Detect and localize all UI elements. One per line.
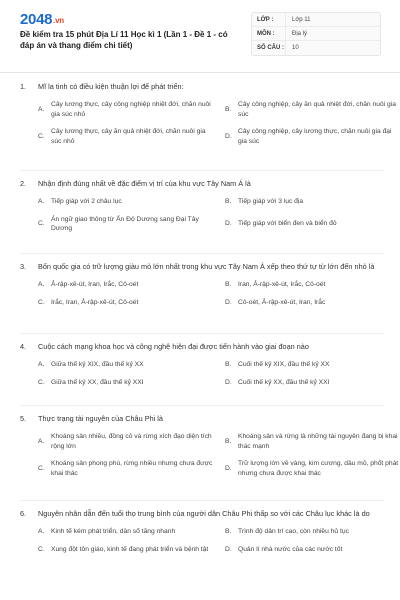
option-b[interactable] (225, 100, 400, 119)
question-stem (20, 82, 384, 92)
option-a[interactable] (38, 100, 213, 119)
option-letter: B. (225, 105, 232, 113)
question-6 (20, 509, 384, 554)
question-divider (20, 405, 384, 406)
info-value[interactable]: Địa lý (292, 30, 308, 37)
option-text: Tiếp giáp với biển đen và biển đỏ (238, 220, 337, 228)
option-a[interactable] (38, 280, 213, 290)
option-letter: C. (38, 464, 45, 472)
option-letter: A. (38, 281, 45, 288)
option-text: Cây công nghiệp, cây lương thực, chăn nuôi gia đại gia súc (238, 128, 392, 145)
option-b[interactable] (225, 432, 400, 451)
option-d[interactable] (225, 378, 400, 388)
option-letter: B. (225, 361, 232, 368)
site-logo[interactable] (20, 11, 64, 28)
info-value: 10 (292, 45, 299, 51)
option-a[interactable] (38, 197, 213, 207)
option-letter: C. (38, 220, 45, 228)
question-2 (20, 179, 384, 234)
option-text: Án ngữ giao thông từ Ấn Độ Dương sang Đại Tây Dương (51, 215, 199, 232)
question-divider (20, 170, 384, 171)
question-text: Cuộc cách mạng khoa học và công nghệ hiện đại được tiến hành vào giai đoạn nào (38, 342, 309, 351)
option-text: Giữa thế kỷ XIX, đầu thế kỷ XX (51, 361, 144, 368)
question-text: Nhận định đúng nhất về đặc điểm vị trí của khu vực Tây Nam Á là (38, 179, 251, 188)
info-row-count (252, 41, 380, 55)
question-number: 3. (20, 262, 27, 271)
option-letter: A. (38, 437, 45, 445)
question-stem (20, 342, 384, 352)
option-text: Khoáng sản phong phú, rừng nhiều nhưng chưa được khai thác (51, 460, 213, 477)
question-stem (20, 414, 384, 424)
info-label: SỐ CÂU : (252, 41, 286, 55)
option-d[interactable] (225, 545, 400, 555)
question-number: 5. (20, 414, 27, 423)
question-text: Mĩ la tinh có điều kiện thuận lợi để phát triển: (38, 82, 184, 91)
option-b[interactable] (225, 527, 400, 537)
option-d[interactable] (225, 215, 400, 234)
option-d[interactable] (225, 127, 400, 146)
option-b[interactable] (225, 280, 400, 290)
option-c[interactable] (38, 378, 213, 388)
answer-options (38, 527, 384, 554)
option-text: Cây lương thực, cây công nghiệp nhiệt đới, chăn nuôi gia súc nhỏ (51, 101, 211, 118)
info-value[interactable]: Lớp 11 (292, 16, 311, 23)
option-text: Iran, Ả-rập-xê-út, Irắc, Cô-oét (238, 281, 326, 288)
question-text: Bốn quốc gia có trữ lượng giàu mỏ lớn nhất trong khu vực Tây Nam Á xếp theo thứ tự từ lớn đến nhỏ là (38, 262, 375, 271)
logo-main: 2048 (20, 11, 53, 28)
option-letter: D. (225, 545, 232, 553)
option-letter: D. (225, 132, 232, 140)
question-4 (20, 342, 384, 387)
option-text: Xung đột tôn giáo, kinh tế đang phát triển và bệnh tật (51, 545, 209, 553)
question-stem (20, 179, 384, 189)
option-letter: D. (225, 298, 232, 306)
option-b[interactable] (225, 197, 400, 207)
option-text: Cuối thế kỷ XX, đầu thế kỷ XXI (238, 378, 330, 386)
option-text: Cô-oét, Ả-rập-xê-út, Iran, Irắc (238, 298, 326, 306)
option-letter: A. (38, 198, 45, 205)
option-d[interactable] (225, 298, 400, 308)
option-text: Giữa thế kỷ XX, đầu thế kỷ XXI (51, 378, 144, 386)
info-label: MÔN : (252, 27, 286, 40)
question-1 (20, 82, 396, 146)
option-text: Irắc, Iran, Ả-rập-xê-út, Cô-oét (51, 298, 139, 306)
option-letter: C. (38, 378, 45, 386)
option-text: Khoáng sản nhiều, đồng cỏ và rừng xích đạo diện tích rộng lớn (51, 433, 212, 450)
info-row-subject (252, 27, 380, 41)
option-letter: C. (38, 545, 45, 553)
question-number: 6. (20, 509, 27, 518)
option-c[interactable] (38, 459, 213, 478)
option-letter: C. (38, 298, 45, 306)
header-divider (0, 72, 400, 73)
question-divider (20, 500, 384, 501)
option-letter: B. (225, 281, 232, 288)
answer-options (38, 432, 399, 478)
document-title: Đề kiểm tra 15 phút Địa Lí 11 Học kì 1 (Lần 1 - Đề 1 - có đáp án và thang điểm chi tiết) (20, 30, 228, 50)
option-a[interactable] (38, 527, 213, 537)
option-text: Khoáng sản và rừng là những tài nguyên đang bị khai thác mạnh (238, 433, 398, 450)
question-number: 4. (20, 342, 27, 351)
question-divider (20, 253, 384, 254)
option-c[interactable] (38, 298, 213, 308)
option-c[interactable] (38, 127, 213, 146)
option-letter: D. (225, 378, 232, 386)
page-header (0, 0, 400, 66)
answer-options (38, 280, 384, 307)
info-label: LỚP : (252, 13, 286, 26)
option-text: Tiếp giáp với 3 lục địa (238, 198, 304, 205)
option-letter: A. (38, 361, 45, 368)
question-stem (20, 262, 384, 272)
question-5 (20, 414, 399, 478)
option-text: Quản lí nhà nước của các nước tốt (238, 545, 343, 553)
option-a[interactable] (38, 360, 213, 370)
question-3 (20, 262, 384, 307)
option-letter: C. (38, 132, 45, 140)
answer-options (38, 197, 384, 234)
option-text: Ả-rập-xê-út, Iran, Irắc, Cô-oét (51, 281, 139, 288)
option-text: Cây lương thực, cây ăn quả nhiệt đới, chăn nuôi gia súc nhỏ (51, 128, 206, 145)
option-text: Kinh tế kém phát triển, dân số tăng nhanh (51, 528, 176, 535)
logo-suffix: .vn (53, 16, 64, 25)
option-letter: B. (225, 198, 232, 205)
option-letter: D. (225, 464, 232, 472)
answer-options (38, 360, 384, 387)
option-c[interactable] (38, 545, 213, 555)
option-letter: D. (225, 220, 232, 228)
question-divider (20, 333, 384, 334)
exam-info-box (251, 12, 381, 56)
option-text: Trình độ dân trí cao, còn nhiều hủ tục (238, 528, 349, 535)
option-text: Cuối thế kỷ XIX, đầu thế kỷ XX (238, 361, 330, 368)
question-text: Nguyên nhân dẫn đến tuổi thọ trung bình của người dân Châu Phi thấp so với các Châu lục khác là do (38, 509, 370, 518)
option-d[interactable] (225, 459, 400, 478)
question-text: Thực trạng tài nguyên của Châu Phi là (38, 414, 163, 423)
option-letter: B. (225, 437, 232, 445)
info-row-class (252, 13, 380, 27)
question-stem (20, 509, 384, 519)
question-number: 2. (20, 179, 27, 188)
option-letter: A. (38, 528, 45, 535)
question-number: 1. (20, 82, 27, 91)
option-b[interactable] (225, 360, 400, 370)
option-c[interactable] (38, 215, 213, 234)
option-text: Trữ lượng lớn về vàng, kim cương, dầu mỏ, phốt phát nhưng chưa được khai thác (238, 460, 399, 477)
option-a[interactable] (38, 432, 213, 451)
option-letter: B. (225, 528, 232, 535)
option-letter: A. (38, 105, 45, 113)
answer-options (38, 100, 396, 146)
option-text: Cây công nghiệp, cây ăn quả nhiệt đới, chăn nuôi gia súc (238, 101, 396, 118)
option-text: Tiếp giáp với 2 châu lục (51, 198, 122, 205)
